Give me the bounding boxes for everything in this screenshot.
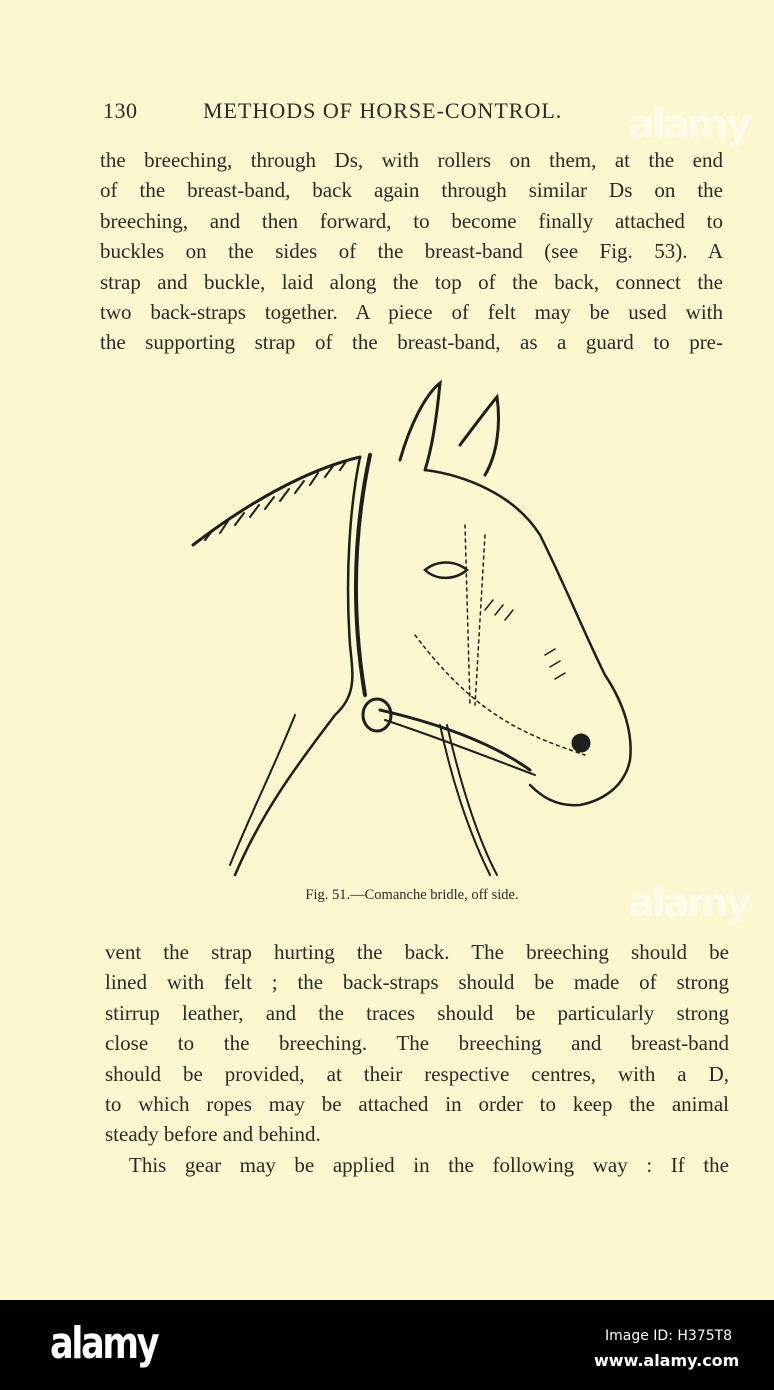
ear-right <box>460 397 499 475</box>
text-line: the supporting strap of the breast-band, as a guard to pre- <box>100 330 723 355</box>
nostril <box>572 734 590 752</box>
text-line: steady before and behind. <box>105 1122 321 1147</box>
alamy-footer-bar <box>0 1300 774 1390</box>
text-line: buckles on the sides of the breast-band (see Fig. 53). A <box>100 239 723 264</box>
website: www.alamy.com <box>594 1351 740 1370</box>
text-line: lined with felt ; the back-straps should be made of strong <box>105 970 729 995</box>
paragraph-2 <box>105 937 729 1180</box>
figure-caption: Fig. 51.—Comanche bridle, off side. <box>305 887 519 903</box>
page-number: 130 <box>103 98 138 123</box>
text-line: strap and buckle, laid along the top of the back, connect the <box>100 269 723 294</box>
text-line: vent the strap hurting the back. The breeching should be <box>105 940 729 964</box>
text-line: two back-straps together. A piece of felt may be used with <box>100 300 723 325</box>
alamy-logo: alamy <box>50 1318 158 1369</box>
mane-hatching <box>205 460 347 540</box>
knot-ring <box>363 699 391 731</box>
face-hatching <box>485 600 565 679</box>
jaw-neck-line <box>235 457 360 875</box>
dotted-bridle-lines <box>415 525 585 755</box>
forehead-face-line <box>425 470 631 805</box>
noseband-inner <box>385 720 535 775</box>
paragraph-1 <box>100 145 723 358</box>
running-title: METHODS OF HORSE-CONTROL. <box>203 98 563 123</box>
watermark: alamy <box>628 102 749 148</box>
text-line: of the breast-band, back again through similar Ds on the <box>100 178 723 203</box>
headstall <box>356 455 370 695</box>
ear-left <box>400 383 440 470</box>
text-line: should be provided, at their respective centres, with a D, <box>105 1061 729 1086</box>
eye <box>425 563 467 578</box>
text-line: breeching, and then forward, to become finally attached to <box>100 208 723 233</box>
paragraph-3-line: This gear may be applied in the following way : If the <box>129 1152 729 1177</box>
running-header <box>103 98 623 128</box>
text-line: stirrup leather, and the traces should be particularly strong <box>105 1000 729 1025</box>
horse-head-illustration <box>185 375 645 885</box>
neck-front-line <box>230 715 295 865</box>
watermark: alamy <box>628 880 749 926</box>
text-line: to which ropes may be attached in order to keep the animal <box>105 1092 729 1117</box>
text-line: close to the breeching. The breeching and breast-band <box>105 1031 729 1056</box>
mane-outline <box>193 457 360 545</box>
text-line: the breeching, through Ds, with rollers on them, at the end <box>100 148 723 172</box>
image-id: Image ID: H375T8 <box>605 1328 733 1344</box>
